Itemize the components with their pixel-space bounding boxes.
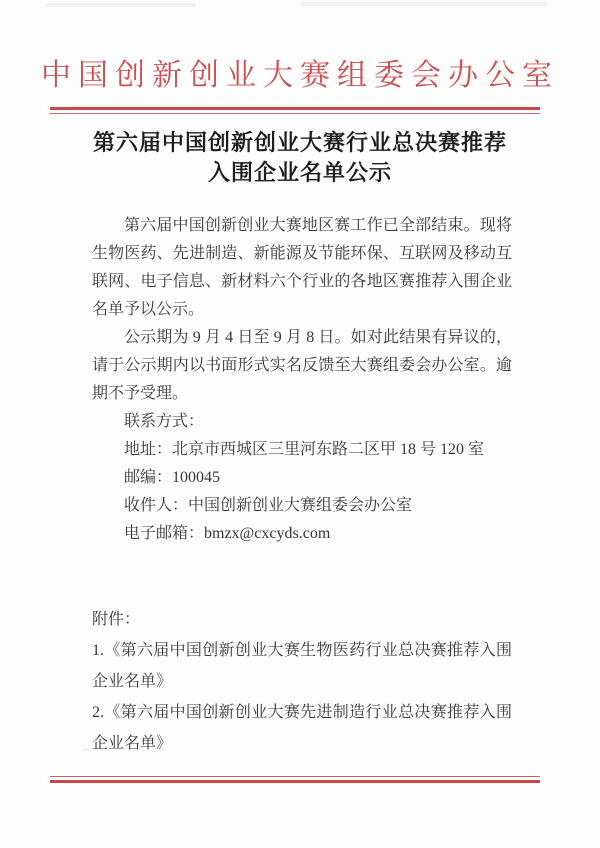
footer-rule	[50, 776, 540, 783]
attachments-section	[92, 604, 512, 759]
attachment-item-2: 2.《第六届中国创新创业大赛先进制造行业总决赛推荐入围企业名单》	[92, 704, 512, 752]
scan-artifact	[46, 3, 196, 7]
document-body	[92, 212, 512, 759]
document-title	[0, 128, 600, 188]
contact-email: 电子邮箱：bmzx@cxcyds.com	[124, 525, 331, 542]
attachments-heading: 附件：	[92, 611, 141, 628]
paragraph-announcement: 第六届中国创新创业大赛地区赛工作已全部结束。现将生物医药、先进制造、新能源及节能环保、互联网及移动互联网、电子信息、新材料六个行业的各地区赛推荐入围企业名单予以公示。	[92, 217, 512, 318]
contact-recipient: 收件人：中国创新创业大赛组委会办公室	[124, 497, 413, 514]
letterhead-double-rule	[50, 107, 540, 114]
attachment-item-1: 1.《第六届中国创新创业大赛生物医药行业总决赛推荐入围企业名单》	[92, 642, 512, 690]
contact-postcode: 邮编：100045	[124, 469, 221, 486]
document-title-line2: 入围企业名单公示	[207, 160, 392, 185]
scan-artifact	[300, 2, 548, 6]
letterhead-org-name: 中国创新创业大赛组委会办公室	[41, 59, 559, 92]
paragraph-publicity-period: 公示期为 9 月 4 日至 9 月 8 日。如对此结果有异议的，请于公示期内以书面形式实名反馈至大赛组委会办公室。逾期不予受理。	[92, 329, 512, 402]
contact-heading: 联系方式：	[124, 413, 205, 430]
contact-address: 地址：北京市西城区三里河东路二区甲 18 号 120 室	[124, 441, 485, 458]
document-title-line1: 第六届中国创新创业大赛行业总决赛推荐	[92, 130, 507, 155]
